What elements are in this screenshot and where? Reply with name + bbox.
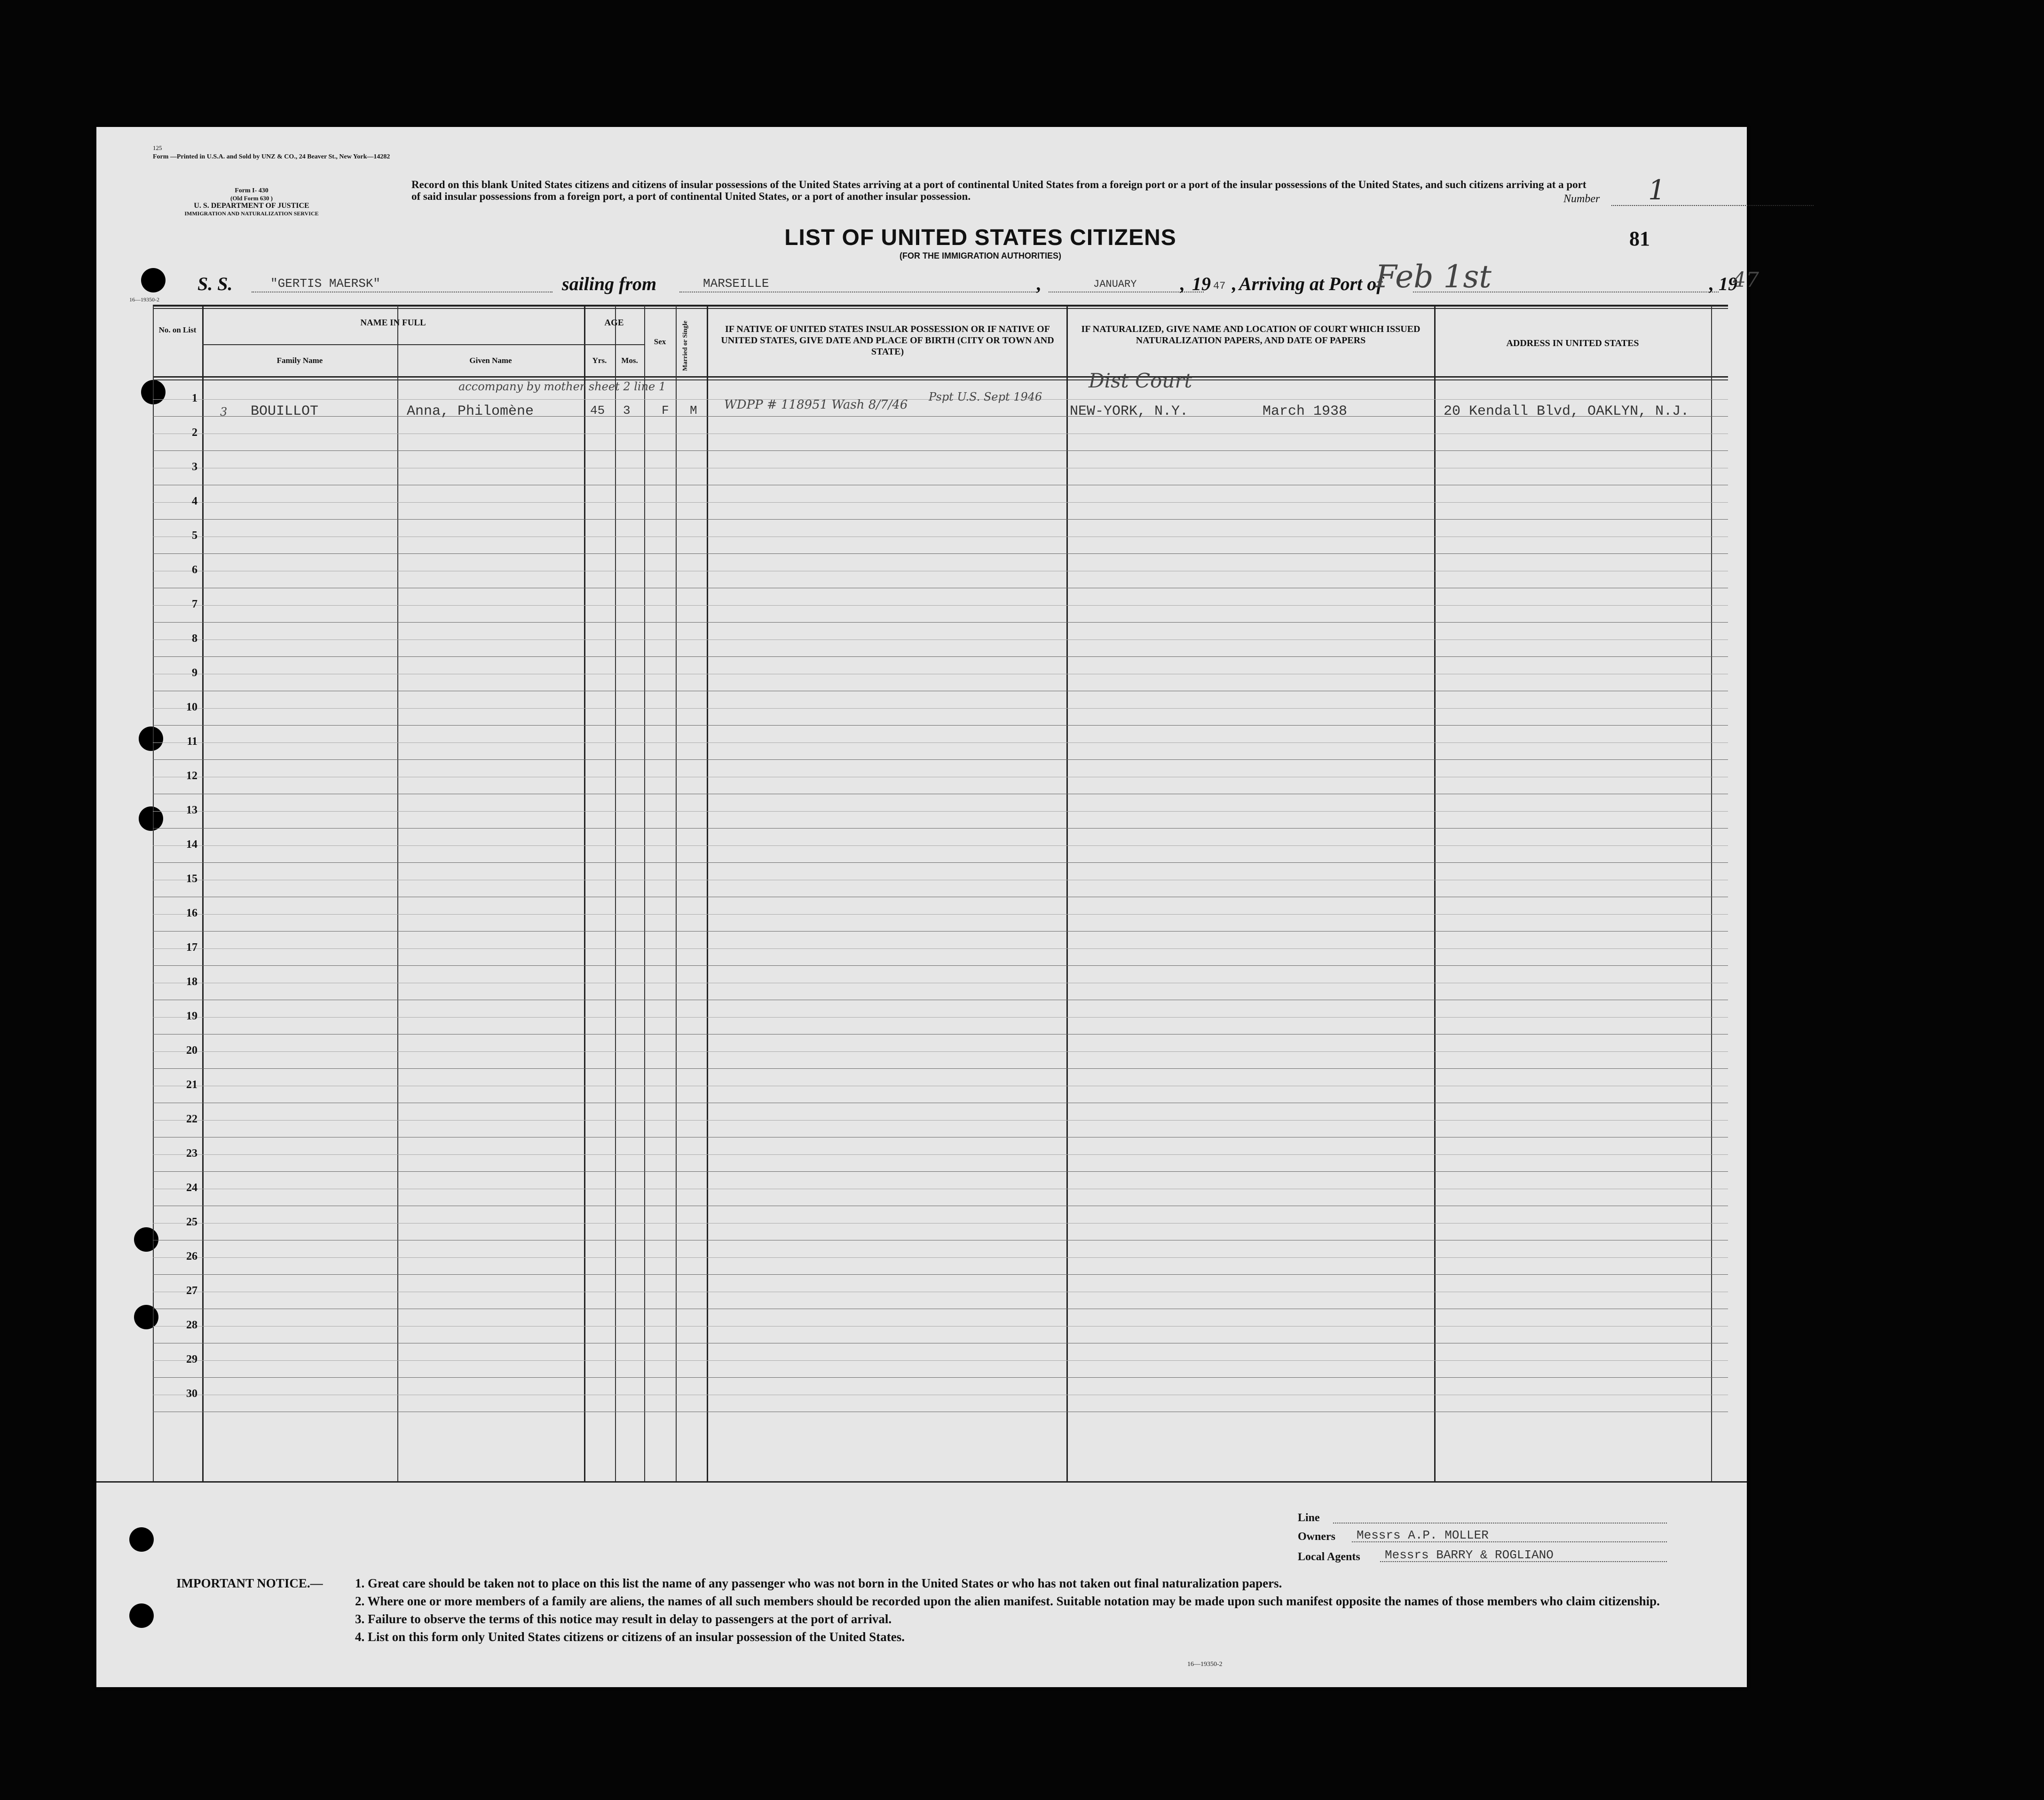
row-guide-line [153, 1360, 1728, 1361]
department-block [167, 187, 336, 217]
comma-sep: , [1232, 273, 1237, 294]
row-number: 27 [186, 1285, 197, 1297]
row-number: 9 [192, 667, 197, 679]
mos-cell: 3 [623, 403, 631, 418]
row-mark: 3 [220, 405, 228, 418]
table-row [153, 862, 1728, 863]
table-row [153, 1068, 1728, 1069]
ss-label: S. S. [197, 273, 233, 294]
row-guide-line [153, 1017, 1728, 1018]
column-line [153, 306, 154, 1482]
line-field [1333, 1523, 1667, 1524]
col-native: IF NATIVE OF UNITED STATES INSULAR POSSESSION OR IF NATIVE OF UNITED STATES, GIVE DATE AND PLACE OF BIRTH (CITY OR TOWN AND STATE) [721, 324, 1054, 357]
col-naturalized: IF NATURALIZED, GIVE NAME AND LOCATION OF COURT WHICH ISSUED NATURALIZATION PAPERS, AND DATE OF PAPERS [1081, 324, 1421, 346]
row-guide-line [153, 811, 1728, 812]
col-mos: Mos. [621, 356, 638, 365]
row-number: 18 [186, 976, 197, 988]
row-number: 14 [186, 838, 197, 851]
ship-name: "GERTIS MAERSK" [270, 276, 381, 291]
row-number: 15 [186, 873, 197, 885]
col-family-name: Family Name [276, 356, 323, 365]
col-name-in-full: NAME IN FULL [360, 318, 426, 328]
table-row [153, 931, 1728, 932]
arrival-year-suffix: 47 [1733, 268, 1759, 292]
row-number: 19 [186, 1010, 197, 1022]
page-number: 81 [1629, 227, 1650, 250]
table-row [153, 519, 1728, 520]
number-label: Number [1563, 193, 1600, 205]
row-number: 25 [186, 1216, 197, 1228]
age-subheader-line [584, 344, 644, 345]
line-label: Line [1298, 1512, 1320, 1524]
column-line [1711, 306, 1712, 1482]
row-guide-line [153, 605, 1728, 606]
number-value: 1 [1648, 174, 1665, 206]
important-notice [176, 1574, 1775, 1646]
row-guide-line [153, 914, 1728, 915]
col-given-name: Given Name [469, 356, 512, 365]
table-top-border [153, 308, 1728, 309]
row-number: 6 [192, 564, 197, 576]
row-number: 23 [186, 1147, 197, 1160]
row-number: 20 [186, 1044, 197, 1057]
sailing-label: sailing from [562, 273, 657, 294]
form-code-bottom: 16—19350-2 [1187, 1661, 1223, 1668]
row-guide-line [153, 639, 1728, 640]
native-note2-cell: Pspt U.S. Sept 1946 [929, 390, 1042, 403]
table-row [153, 828, 1728, 829]
naturalized-date-cell: March 1938 [1263, 403, 1348, 419]
notice-lead: IMPORTANT NOTICE.— [176, 1576, 323, 1590]
address-cell: 20 Kendall Blvd, OAKLYN, N.J. [1444, 403, 1689, 419]
table-row [153, 725, 1728, 726]
row-number: 3 [192, 461, 197, 473]
row-guide-line [153, 1257, 1728, 1258]
punch-hole [129, 1527, 154, 1552]
col-married: Married or Single [682, 320, 689, 371]
column-line [1434, 306, 1436, 1482]
punch-hole [141, 268, 166, 292]
row-number: 16 [186, 907, 197, 919]
row-number: 13 [186, 804, 197, 816]
row-number: 24 [186, 1182, 197, 1194]
column-line [644, 306, 645, 1482]
col-sex: Sex [654, 337, 666, 346]
column-line [584, 306, 585, 1482]
yrs-cell: 45 [590, 403, 605, 418]
service-name: IMMIGRATION AND NATURALIZATION SERVICE [184, 210, 319, 217]
given-name-cell: Anna, Philomène [407, 403, 534, 419]
printer-line [153, 143, 390, 161]
table-row [153, 553, 1728, 554]
year-prefix: 19 [1192, 273, 1211, 294]
row-number: 30 [186, 1388, 197, 1400]
year-suffix: 47 [1213, 280, 1226, 292]
row-number: 4 [192, 495, 197, 507]
table-top-border [153, 305, 1728, 307]
number-line [1611, 205, 1814, 206]
row-number: 22 [186, 1113, 197, 1125]
row-number: 12 [186, 770, 197, 782]
row-guide-line [153, 708, 1728, 709]
agents-label: Local Agents [1298, 1551, 1360, 1563]
form-code: 16—19350-2 [129, 296, 159, 303]
sailing-month: JANUARY [1093, 278, 1137, 290]
row-number: 29 [186, 1353, 197, 1366]
comma-sep: , [1037, 273, 1042, 294]
row-number: 5 [192, 529, 197, 542]
col-yrs: Yrs. [592, 356, 607, 365]
naturalized-place-cell: NEW-YORK, N.Y. [1070, 403, 1189, 419]
table-row [153, 965, 1728, 966]
notice-item: 4. List on this form only United States citizens or citizens of an insular possession of the United States. [355, 1630, 905, 1644]
printer-imprint: Form —Printed in U.S.A. and Sold by UNZ & CO., 24 Beaver St., New York—14282 [153, 153, 390, 160]
row-guide-line [153, 845, 1728, 846]
col-age: AGE [604, 318, 624, 328]
column-line [397, 306, 398, 1482]
page-title: LIST OF UNITED STATES CITIZENS [784, 225, 1176, 250]
sex-cell: F [662, 403, 669, 418]
annotation-cell: accompany by mother sheet 2 line 1 [458, 380, 666, 393]
arrival-date: Feb 1st [1375, 259, 1492, 295]
arrival-year-prefix: 19 [1719, 273, 1737, 294]
punch-hole [134, 1227, 158, 1252]
row-guide-line [153, 1154, 1728, 1155]
sailing-from: MARSEILLE [703, 276, 769, 291]
form-number: Form I- 430 [235, 187, 268, 194]
notice-item: 1. Great care should be taken not to place on this list the name of any passenger who was not born in the United States or who has not taken out final naturalization papers. [355, 1576, 1282, 1590]
row-number: 11 [187, 735, 197, 748]
row-guide-line [153, 742, 1728, 743]
notice-item: 2. Where one or more members of a family are aliens, the names of all such members should be recorded upon the alien manifest. Suitable notation may be made upon such manifest opposite the names of those members who claim citizenship. [355, 1594, 1660, 1608]
table-bottom-border [96, 1481, 1747, 1483]
row-guide-line [153, 1120, 1728, 1121]
arriving-label: Arriving at Port of [1239, 273, 1383, 294]
table-row [153, 622, 1728, 623]
notice-items [355, 1574, 1747, 1646]
column-line [676, 306, 677, 1482]
col-no-on-list: No. on List [158, 325, 197, 334]
page-subtitle: (FOR THE IMMIGRATION AUTHORITIES) [900, 251, 1061, 261]
native-note-cell: WDPP # 118951 Wash 8/7/46 [724, 398, 908, 412]
column-line [615, 306, 616, 1482]
row-number: 26 [186, 1250, 197, 1263]
row-number: 21 [186, 1079, 197, 1091]
owners-label: Owners [1298, 1531, 1335, 1543]
department-name: U. S. DEPARTMENT OF JUSTICE [194, 202, 309, 210]
column-line [1066, 306, 1068, 1482]
row-guide-line [153, 1051, 1728, 1052]
manifest-sheet [96, 127, 1759, 1687]
punch-hole [129, 1603, 154, 1628]
row-number: 28 [186, 1319, 197, 1331]
court-note-cell: Dist Court [1089, 369, 1192, 392]
col-address: ADDRESS IN UNITED STATES [1506, 338, 1639, 348]
row-number: 2 [192, 426, 197, 439]
name-subheader-line [202, 344, 584, 345]
row-number: 1 [192, 392, 197, 404]
table-row [153, 1171, 1728, 1172]
row-guide-line [153, 502, 1728, 503]
column-line [707, 306, 708, 1482]
married-cell: M [690, 403, 697, 418]
table-row [153, 450, 1728, 451]
owners-value: Messrs A.P. MOLLER [1357, 1528, 1489, 1542]
table-row [153, 1377, 1728, 1378]
agents-value: Messrs BARRY & ROGLIANO [1385, 1548, 1554, 1562]
notice-item: 3. Failure to observe the terms of this notice may result in delay to passengers at the port of arrival. [355, 1612, 892, 1626]
table-row [153, 759, 1728, 760]
header-separator [153, 376, 1728, 378]
comma-sep: , [1180, 273, 1185, 294]
row-guide-line [153, 948, 1728, 949]
family-name-cell: BOUILLOT [251, 403, 319, 419]
row-number: 17 [186, 941, 197, 954]
row-number: 7 [192, 598, 197, 610]
column-line [202, 306, 204, 1482]
old-form-number: (Old Form 630 ) [230, 195, 273, 202]
comma-sep: , [1709, 273, 1714, 294]
header-separator [153, 379, 1728, 380]
row-number: 8 [192, 632, 197, 645]
record-instruction: Record on this blank United States citizens and citizens of insular possessions of the United States arriving at a port of continental United States from a foreign port or a port of the insular possessions of the United States, and such citizens arriving at a port of said insular possessions from a foreign port, a port of continental United States, or a port of another insular possession. [411, 179, 1586, 202]
row-number: 10 [186, 701, 197, 713]
table-row [153, 656, 1728, 657]
table-row [153, 1274, 1728, 1275]
printer-code: 125 [153, 144, 162, 151]
row-guide-line [153, 1223, 1728, 1224]
